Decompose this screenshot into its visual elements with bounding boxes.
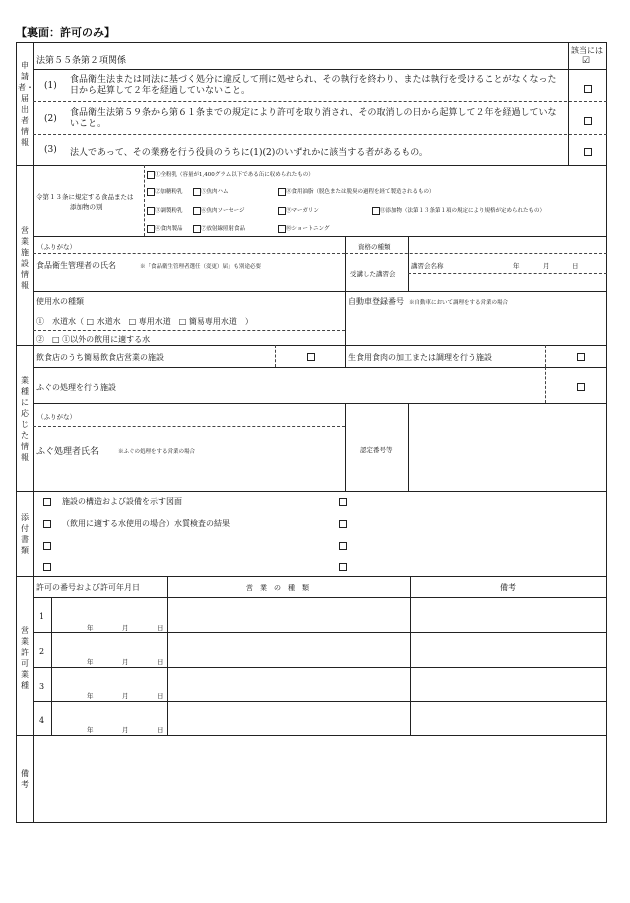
disqualification-item: 法人であって、その業務を行う役員のうちに(1)(2)のいずれかに該当する者があるもの。	[70, 148, 428, 158]
business-section-label: 業種に応じた情報	[21, 376, 29, 462]
attachment-checkbox[interactable]	[339, 520, 347, 528]
item-number: (1)	[44, 81, 57, 91]
water-option-other[interactable]: ② □ ①以外の飲用に適する水	[36, 335, 151, 344]
attachment-checkbox[interactable]	[43, 520, 51, 528]
disqualification-item: 食品衛生法または同法に基づく処分に違反して刑に処せられ、その執行を終わり、または執行を受けることがなくなった日から起算して２年を経過していないこと。	[70, 75, 557, 96]
food-option[interactable]: ③調製粉乳	[147, 206, 183, 215]
food-option[interactable]: ⑤魚肉ハム	[193, 187, 229, 196]
form-frame	[16, 42, 607, 823]
furigana-label: （ふりがな）	[37, 243, 76, 251]
checkbox-column-divider	[568, 42, 569, 165]
car-label: 自動車登録番号	[348, 297, 404, 306]
furigana-label: （ふりがな）	[37, 413, 76, 421]
food-option[interactable]: ⑪添加物（法第１３条第１項の規定により規格が定められたもの）	[372, 206, 545, 215]
permit-row-number: 4	[39, 716, 45, 725]
attachment-checkbox[interactable]	[43, 542, 51, 550]
attachment-checkbox[interactable]	[43, 563, 51, 571]
permits-section-label: 営業許可業種	[21, 626, 29, 690]
business-type-header: 営 業 の 種 類	[246, 584, 309, 592]
remarks-section-label: 備考	[21, 769, 29, 789]
food-option[interactable]: ⑨マーガリン	[278, 206, 319, 215]
qualification-label: 資格の種類	[358, 243, 391, 251]
disqualification-item: 食品衛生法第５９条から第６１条までの規定により許可を取り消され、その取消しの日から起算して２年を経過していないこと。	[70, 108, 557, 129]
fugu-facility-checkbox[interactable]	[577, 383, 585, 391]
applicable-label: 該当には	[571, 46, 603, 55]
attachment-item: 施設の構造および設備を示す図面	[62, 497, 182, 506]
additive-label: 添加物の別	[70, 203, 103, 211]
checkmark-icon: ☑	[582, 56, 591, 66]
food-option[interactable]: ②加糖粉乳	[147, 187, 183, 196]
remarks-header: 備考	[500, 583, 516, 592]
raw-meat-checkbox[interactable]	[577, 353, 585, 361]
facility-section-label: 営業施設情報	[21, 226, 29, 290]
attachments-section-label: 添付書類	[21, 513, 29, 555]
remarks-input-area[interactable]	[36, 738, 604, 820]
water-label: 使用水の種類	[36, 297, 84, 306]
manager-name-label: 食品衛生管理者の氏名	[36, 261, 116, 270]
attachment-checkbox[interactable]	[339, 498, 347, 506]
additive-label: 令第１３条に規定する食品または	[36, 193, 134, 201]
item1-checkbox[interactable]	[584, 85, 592, 93]
item2-checkbox[interactable]	[584, 117, 592, 125]
law-heading: 法第５５条第２項関係	[36, 56, 127, 66]
car-note: ※自動車において調理をする営業の場合	[409, 300, 509, 306]
item-number: (2)	[44, 114, 57, 124]
course-label: 受講した講習会	[350, 270, 396, 278]
fugu-name-label: ふぐ処理者氏名	[36, 447, 100, 457]
food-option[interactable]: ⑥魚肉ソーセージ	[193, 206, 245, 215]
applicant-section-label: 申請者・届出者情報	[18, 61, 34, 147]
attachment-checkbox[interactable]	[43, 498, 51, 506]
permit-row-number: 1	[39, 612, 45, 621]
food-option[interactable]: ④食肉製品	[147, 224, 183, 233]
raw-meat-label: 生食用食肉の加工または調理を行う施設	[348, 353, 492, 362]
attachment-checkbox[interactable]	[339, 563, 347, 571]
fugu-note: ※ふぐの処理をする営業の場合	[118, 449, 196, 455]
permit-number-header: 許可の番号および許可年月日	[36, 583, 140, 592]
attachment-item: （飲用に適する水使用の場合）水質検査の結果	[62, 519, 230, 528]
food-option[interactable]: ⑧食用油脂（脱色または脱臭の過程を経て製造されるもの）	[278, 187, 435, 196]
page-title: 【裏面：許可のみ】	[16, 26, 115, 39]
item-number: (3)	[44, 145, 57, 155]
simple-restaurant-label: 飲食店のうち簡易飲食店営業の施設	[36, 353, 164, 362]
label-column-divider	[33, 42, 34, 823]
manager-note: ※「食品衛生管理者選任（変更）届」も別途必要	[140, 264, 262, 270]
cert-label: 認定番号等	[360, 446, 393, 454]
food-option[interactable]: ⑩ショートニング	[278, 224, 330, 233]
permit-row-number: 2	[39, 647, 45, 656]
food-option[interactable]: ⑦放射線照射食品	[193, 224, 245, 233]
attachment-checkbox[interactable]	[339, 542, 347, 550]
simple-restaurant-checkbox[interactable]	[307, 353, 315, 361]
item3-checkbox[interactable]	[584, 148, 592, 156]
food-option[interactable]: ①全粉乳（容量が1,400グラム以下である缶に収められたもの）	[147, 170, 314, 179]
fugu-facility-label: ふぐの処理を行う施設	[36, 383, 116, 392]
water-option-tap[interactable]: ① 水道水（ □ 水道水 □ 専用水道 □ 簡易専用水道 ）	[36, 317, 253, 326]
course-name-label: 講習会名称	[411, 262, 444, 270]
permit-row-number: 3	[39, 682, 45, 691]
